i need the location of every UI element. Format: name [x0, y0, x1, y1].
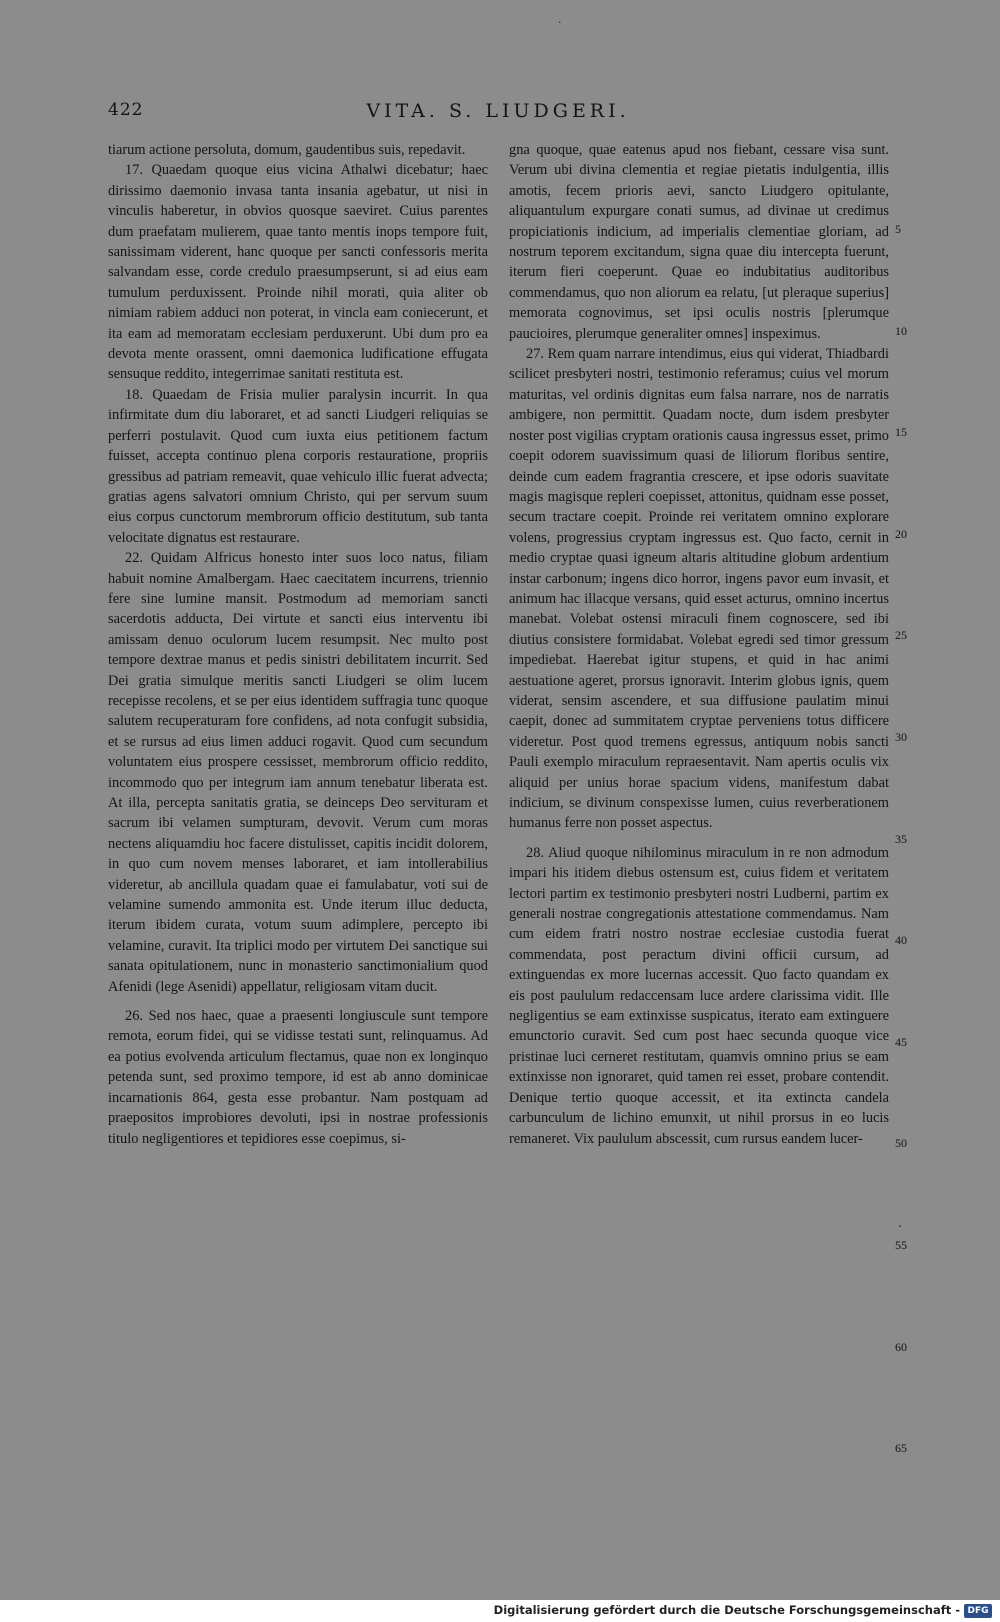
dfg-logo-icon: DFG [964, 1604, 992, 1618]
line-number: 15 [895, 425, 907, 440]
line-number: 5 [895, 222, 901, 236]
paragraph: 17. Quaedam quoque eius vicina Athalwi dicebatur; haec dirissimo daemonio invasa tanta insania agebatur, ut nisi in vinculis haberetur, in obvios quosque saeviret. Cuius parentes dum praefatam mulierem, quae tanto mentis inops tempore fuit, sanissimam viderent, hanc quoque per sancti confessoris merita salvandam esse, corde credulo praesumpserunt, si ad eius eam tumulum perduxissent. Proinde nihil morati, quia aliter ob nimiam rabiem adduci non poterat, in vincla eam coniecerunt, et ita eam ad memoratam ecclesiam perduxerunt. Ubi dum pro ea devota mente orassent, omni daemonica ludificatione effugata sensuque reddito, integerrimae sanitati restituta est. [108, 162, 488, 383]
line-number: 65 [895, 1441, 907, 1456]
paragraph: 28. Aliud quoque nihilominus miraculum in re non admodum impari his itidem diebus ostensum est, cuius fidem et veritatem lectori partim ex testimonio presbyteri nostri Ludberni, partim ex generali nostrae congregationis attestatione commendamus. Nam cum eidem fratri nostro nostrae ecclesiae custodia fuerat commendata, post peractum divini officii cursum, ad extinguendas ex more lucernas accessit. Quo facto quandam ex eis post paululum redaccensam luce ardere clarissima vidit. Ille negligentius se eam extinxisse suspicatus, iterato eam extinguere emunctorio curavit. Sed cum post haec secunda quoque vice pristinae luci cerneret restitutam, quamvis omnino prius se eam extinxisse non ignoraret, quid tamen rei esset, probare contendit. Denique tertio quoque accessit, et ita extincta candela carbunculum de lichino emunxit, ut nihil prorsus in eo lucis remaneret. Vix paululum abscessit, cum rursus eandem lucer- [509, 844, 889, 1147]
line-number: 35 [895, 831, 907, 846]
right-text-column [509, 140, 889, 1149]
left-text-column [108, 140, 488, 1149]
line-number: 10 [895, 323, 907, 338]
line-number: 55 [895, 1238, 907, 1252]
funding-notice: Digitalisierung gefördert durch die Deutsche Forschungsgemeinschaft - [493, 1603, 960, 1617]
line-number: 40 [895, 933, 907, 948]
paragraph: 22. Quidam Alfricus honesto inter suos loco natus, filiam habuit nomine Amalbergam. Haec caecitatem incurrens, triennio fere sine lumine mansit. Postmodum ad memoriam sancti sacerdotis adducta, Dei virtute et sancti eius interventu ibi amissam denuo oculorum lucem resumpsit. Nec multo post tempore dextrae manus et pedis sinistri debilitatem incurrit. Sed Dei gratia simulque meritis sancti Liudgeri se olim lucem recepisse recolens, et se per eius identidem suffragia tunc quoque salutem recuperaturam fore confidens, ad nota confugit subsidia, et se rursus ad eius limen adduci rogavit. Quod cum secundum voluntatem eius prospere cessisset, membrorum officio reddito, incommodo quo per integrum iam annum tenebatur liberata est. At illa, percepta sanitatis gratia, se deinceps Deo servituram et sacrum ibi velamen sumpturam, devovit. Verum cum moras nectens aliquamdiu hoc facere distulisset, capitis incidit dolorem, in quo cum novem menses laboraret, et iam intollerabilius videretur, ab ancillula quadam quae ei famulabatur, voti sui de velamine sumendo ammonita est. Unde iterum illuc deducta, iterum ibidem curata, votum suum adimplere, percepto ibi velamine, curavit. Ita triplici modo per virtutem Dei sanctique sui sanata opitulationem, nunc in monasterio sanctimonialium quod Afenidi (lege Asenidi) appellatur, religiosam vitam ducit. [108, 550, 488, 995]
margin-mark: . [898, 1216, 902, 1230]
line-number: 45 [895, 1034, 907, 1049]
line-number: 50 [895, 1136, 907, 1151]
line-number: 60 [895, 1339, 907, 1354]
line-number: 20 [895, 526, 907, 541]
paragraph: tiarum actione persoluta, domum, gaudentibus suis, repedavit. [108, 142, 466, 158]
paragraph: gna quoque, quae eatenus apud nos fiebant, cessare visa sunt. Verum ubi divina clementia et regiae pietatis indulgentia, illis amotis, fecem prioris aevi, sancto Liudgero opitulante, aliquantulum expurgare conati sumus, ad divinae ut credimus propiciationis indicium, ad imperialis clementiae gloriam, ad nostrum teporem excitandum, signa quae diu intercepta fuerunt, iterum fieri coeperunt. Quae eo indubitatius auditoribus commendamus, quo non aliorum ea relatu, [ut pleraque superius] memorata cognovimus, set ipsi oculis nostris [plerumque paucioires, plerumque generaliter omnes] inspeximus. [509, 142, 889, 342]
running-title: VITA. S. LIUDGERI. [366, 100, 630, 122]
line-number: 30 [895, 730, 907, 744]
footer-bar [0, 1600, 1000, 1622]
paragraph: 18. Quaedam de Frisia mulier paralysin incurrit. In qua infirmitate dum diu laboraret, et ad sancti Liudgeri reliquias se perferri postulavit. Quod cum iuxta eius petitionem factum fuisset, accepta continuo plena corporis restauratione, propriis gressibus ad patriam remeavit, quae vehiculo illic fuerat advecta; gratias agens salvatori omnium Christo, qui per servum suum eius corpus cunctorum membrorum officio destitutum, sub tanta velocitate dignatus est restaurare. [108, 386, 488, 546]
paragraph: 26. Sed nos haec, quae a praesenti longiuscule sunt tempore remota, eorum fidei, qui se vidisse testati sunt, relinquamus. Ad ea potius evolvenda articulum flectamus, quae non ex longinquo petenda sunt, sed proximo tempore, id est ab anno dominicae incarnationis 864, gesta esse probantur. Nam postquam ad praepositos improbiores devoluti, ipsi in nostrae professionis titulo negligentiores et tepidiores esse coepimus, si- [108, 1008, 488, 1147]
line-number: 25 [895, 628, 907, 643]
paragraph: 27. Rem quam narrare intendimus, eius qui viderat, Thiadbardi scilicet presbyteri nostri, testimonio referamus; cuius vel morum maturitas, vel ordinis dignitas eum falsa narrare, nos de narratis ambigere, non permittit. Quadam nocte, dum isdem presbyter noster post vigilias cryptam orationis causa ingressus esset, primo coepit odorem suavissimum quasi de liliorum floribus sentire, deinde cum eadem fragrantia crescere, et ipse odoris suavitate magis magisque repleri coepisset, attonitus, quidnam esse posset, secum tractare coepit. Proinde rei veritatem omnino explorare volens, progressius cryptam ingressus est. Quo facto, cernit in medio cryptae quasi igneum altaris altitudine globum ardentium instar carbonum; ingens dico horror, ingens pavor eum invasit, et animum hac illacque versans, quid esset acturus, omnino incertus manebat. Volebat ostensi miraculi finem cognoscere, sed ibi diutius consistere formidabat. Volebat egredi sed timor gressum impediebat. Haerebat igitur stupens, et quid in hac animi aestuatione ageret, prorsus ignoravit. Interim globus ignis, quem viderat, sensim ascendere, et sua diffusione paulatim minui caepit, donec ad summitatem cryptae perveniens totus difficere videretur. Post quod tremens egressus, antiquum nobis sancti Pauli exemplo miraculum repraesentavit. Nam apertis oculis vix aliquid per unius horae spacium videns, manifestum dabat indicium, se divinum conspexisse lumen, cuius reverberationem humanus ferre non posset aspectus. [509, 346, 889, 832]
scan-speck: · [558, 16, 562, 29]
page-header [108, 100, 888, 124]
page-number: 422 [108, 100, 144, 120]
line-number-margin [895, 140, 925, 1490]
